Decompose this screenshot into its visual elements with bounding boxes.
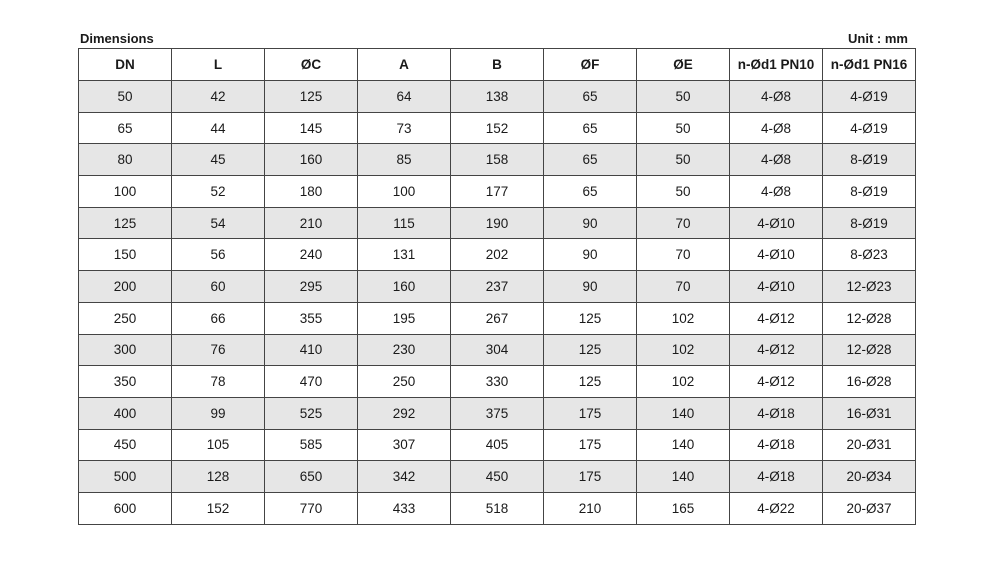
table-cell: 158 (451, 144, 544, 176)
table-cell: 66 (172, 302, 265, 334)
table-row (79, 207, 916, 239)
table-row (79, 397, 916, 429)
table-cell: 105 (172, 429, 265, 461)
table-cell: 518 (451, 492, 544, 524)
table-cell: 125 (544, 366, 637, 398)
table-cell: 4-Ø19 (823, 112, 916, 144)
table-cell: 585 (265, 429, 358, 461)
table-cell: 202 (451, 239, 544, 271)
table-row (79, 461, 916, 493)
table-cell: 4-Ø12 (730, 302, 823, 334)
table-cell: 8-Ø19 (823, 207, 916, 239)
table-cell: 70 (637, 271, 730, 303)
table-cell: 52 (172, 176, 265, 208)
table-cell: 65 (544, 81, 637, 113)
table-cell: 56 (172, 239, 265, 271)
table-cell: 102 (637, 334, 730, 366)
table-cell: 4-Ø10 (730, 207, 823, 239)
table-cell: 355 (265, 302, 358, 334)
dimensions-table (78, 48, 916, 525)
table-cell: 210 (544, 492, 637, 524)
table-cell: 60 (172, 271, 265, 303)
table-cell: 85 (358, 144, 451, 176)
table-cell: 200 (79, 271, 172, 303)
table-cell: 65 (544, 144, 637, 176)
table-cell: 80 (79, 144, 172, 176)
table-cell: 375 (451, 397, 544, 429)
table-cell: 76 (172, 334, 265, 366)
header-row (79, 49, 916, 81)
table-row (79, 239, 916, 271)
table-cell: 250 (358, 366, 451, 398)
table-cell: 240 (265, 239, 358, 271)
column-header-a: A (358, 49, 451, 81)
table-cell: 304 (451, 334, 544, 366)
table-cell: 145 (265, 112, 358, 144)
table-cell: 650 (265, 461, 358, 493)
table-cell: 100 (358, 176, 451, 208)
table-cell: 4-Ø19 (823, 81, 916, 113)
table-caption-row (80, 30, 916, 46)
table-cell: 4-Ø10 (730, 271, 823, 303)
table-title: Dimensions (80, 30, 154, 46)
table-cell: 12-Ø23 (823, 271, 916, 303)
table-cell: 150 (79, 239, 172, 271)
table-cell: 64 (358, 81, 451, 113)
table-row (79, 144, 916, 176)
table-row (79, 492, 916, 524)
table-cell: 20-Ø31 (823, 429, 916, 461)
table-cell: 4-Ø18 (730, 429, 823, 461)
table-cell: 50 (637, 112, 730, 144)
table-cell: 175 (544, 429, 637, 461)
table-cell: 237 (451, 271, 544, 303)
table-cell: 138 (451, 81, 544, 113)
column-header-b: B (451, 49, 544, 81)
column-header-oc: ØC (265, 49, 358, 81)
table-cell: 73 (358, 112, 451, 144)
table-cell: 16-Ø31 (823, 397, 916, 429)
table-cell: 210 (265, 207, 358, 239)
table-cell: 450 (79, 429, 172, 461)
table-cell: 330 (451, 366, 544, 398)
table-cell: 20-Ø34 (823, 461, 916, 493)
table-cell: 180 (265, 176, 358, 208)
table-row (79, 334, 916, 366)
table-cell: 500 (79, 461, 172, 493)
table-cell: 250 (79, 302, 172, 334)
table-cell: 4-Ø22 (730, 492, 823, 524)
table-cell: 470 (265, 366, 358, 398)
table-cell: 152 (451, 112, 544, 144)
table-cell: 50 (79, 81, 172, 113)
table-row (79, 366, 916, 398)
table-cell: 4-Ø10 (730, 239, 823, 271)
table-row (79, 302, 916, 334)
table-cell: 90 (544, 207, 637, 239)
column-header-of: ØF (544, 49, 637, 81)
table-cell: 8-Ø19 (823, 144, 916, 176)
table-cell: 115 (358, 207, 451, 239)
table-cell: 45 (172, 144, 265, 176)
table-cell: 4-Ø8 (730, 112, 823, 144)
table-cell: 433 (358, 492, 451, 524)
table-row (79, 429, 916, 461)
table-cell: 4-Ø12 (730, 366, 823, 398)
table-cell: 8-Ø23 (823, 239, 916, 271)
table-cell: 50 (637, 176, 730, 208)
table-cell: 410 (265, 334, 358, 366)
table-cell: 70 (637, 207, 730, 239)
table-cell: 42 (172, 81, 265, 113)
table-cell: 4-Ø8 (730, 81, 823, 113)
table-cell: 100 (79, 176, 172, 208)
table-cell: 350 (79, 366, 172, 398)
table-cell: 125 (544, 302, 637, 334)
table-cell: 4-Ø12 (730, 334, 823, 366)
column-header-pn16: n-Ød1 PN16 (823, 49, 916, 81)
table-cell: 90 (544, 239, 637, 271)
table-cell: 65 (544, 176, 637, 208)
table-cell: 160 (265, 144, 358, 176)
table-cell: 450 (451, 461, 544, 493)
table-cell: 405 (451, 429, 544, 461)
table-cell: 4-Ø18 (730, 461, 823, 493)
table-cell: 175 (544, 397, 637, 429)
table-cell: 295 (265, 271, 358, 303)
table-cell: 125 (544, 334, 637, 366)
table-cell: 525 (265, 397, 358, 429)
table-cell: 90 (544, 271, 637, 303)
table-cell: 44 (172, 112, 265, 144)
table-cell: 140 (637, 397, 730, 429)
table-cell: 125 (79, 207, 172, 239)
table-cell: 165 (637, 492, 730, 524)
table-cell: 50 (637, 144, 730, 176)
table-cell: 50 (637, 81, 730, 113)
table-cell: 307 (358, 429, 451, 461)
table-row (79, 176, 916, 208)
column-header-l: L (172, 49, 265, 81)
table-cell: 8-Ø19 (823, 176, 916, 208)
table-cell: 770 (265, 492, 358, 524)
table-cell: 190 (451, 207, 544, 239)
table-cell: 342 (358, 461, 451, 493)
table-cell: 65 (79, 112, 172, 144)
column-header-dn: DN (79, 49, 172, 81)
table-cell: 400 (79, 397, 172, 429)
table-cell: 78 (172, 366, 265, 398)
table-cell: 20-Ø37 (823, 492, 916, 524)
table-cell: 152 (172, 492, 265, 524)
table-cell: 300 (79, 334, 172, 366)
table-cell: 128 (172, 461, 265, 493)
table-cell: 140 (637, 429, 730, 461)
table-cell: 102 (637, 302, 730, 334)
column-header-oe: ØE (637, 49, 730, 81)
table-cell: 65 (544, 112, 637, 144)
table-cell: 292 (358, 397, 451, 429)
table-cell: 4-Ø8 (730, 144, 823, 176)
table-cell: 70 (637, 239, 730, 271)
table-cell: 230 (358, 334, 451, 366)
table-cell: 4-Ø18 (730, 397, 823, 429)
table-cell: 99 (172, 397, 265, 429)
table-cell: 16-Ø28 (823, 366, 916, 398)
table-cell: 131 (358, 239, 451, 271)
unit-label: Unit : mm (848, 30, 908, 46)
table-cell: 12-Ø28 (823, 334, 916, 366)
table-cell: 4-Ø8 (730, 176, 823, 208)
table-cell: 125 (265, 81, 358, 113)
table-cell: 175 (544, 461, 637, 493)
table-cell: 12-Ø28 (823, 302, 916, 334)
table-body (79, 81, 916, 525)
table-cell: 54 (172, 207, 265, 239)
table-cell: 195 (358, 302, 451, 334)
table-row (79, 271, 916, 303)
column-header-pn10: n-Ød1 PN10 (730, 49, 823, 81)
table-cell: 160 (358, 271, 451, 303)
table-row (79, 81, 916, 113)
table-cell: 267 (451, 302, 544, 334)
table-cell: 140 (637, 461, 730, 493)
table-row (79, 112, 916, 144)
table-cell: 102 (637, 366, 730, 398)
table-cell: 177 (451, 176, 544, 208)
table-cell: 600 (79, 492, 172, 524)
